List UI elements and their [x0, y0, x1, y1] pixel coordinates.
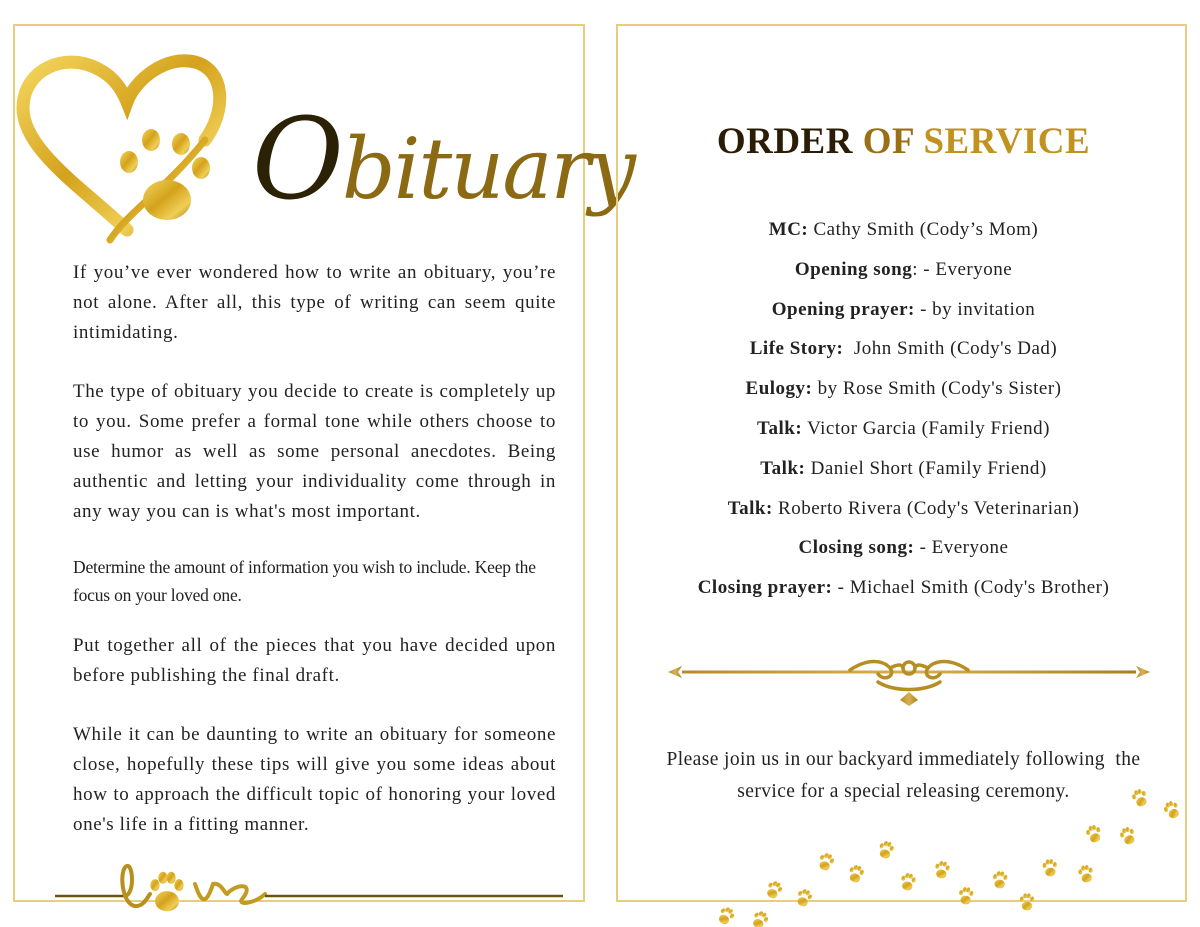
- service-label: Opening prayer:: [771, 298, 915, 320]
- obituary-title-rest: bituary: [341, 120, 635, 218]
- service-label: Talk:: [727, 497, 773, 519]
- service-label: Talk:: [760, 457, 806, 479]
- service-detail: : - Everyone: [912, 258, 1013, 280]
- title-word-of: OF: [862, 121, 914, 162]
- paragraph-draft: Put together all of the pieces that you have decided upon before publishing the final draft.: [73, 635, 556, 686]
- service-detail: Daniel Short (Family Friend): [805, 457, 1047, 479]
- obituary-panel: [13, 24, 635, 902]
- title-word-service: SERVICE: [923, 121, 1091, 162]
- title-word-order: ORDER: [716, 121, 853, 162]
- service-row-life-story: [618, 335, 1189, 375]
- invitation-line: Please join us in our backyard immediately following the: [666, 749, 1141, 770]
- service-detail: - by invitation: [914, 298, 1036, 320]
- service-label: Opening song: [794, 258, 913, 280]
- service-row-talk-daniel: [618, 455, 1189, 495]
- obituary-title: [252, 95, 635, 225]
- service-label: Talk:: [757, 417, 803, 439]
- service-row-opening-prayer: [618, 296, 1189, 336]
- service-row-closing-song: [618, 534, 1189, 574]
- service-detail: John Smith (Cody's Dad): [843, 338, 1058, 360]
- paragraph-intro: If you’ve ever wondered how to write an obituary, you’re not alone. After all, this type of writing can seem quite intimidating.: [73, 262, 556, 343]
- paragraph-closing: While it can be daunting to write an obituary for someone close, hopefully these tips will give you some ideas about how to approach the difficult topic of honoring your loved one's life in a fitting manner.: [73, 724, 556, 835]
- love-script-icon: [55, 854, 575, 924]
- service-label: Eulogy:: [745, 378, 813, 400]
- obituary-title-initial: O: [252, 95, 342, 225]
- heart-paw-icon: [15, 40, 230, 255]
- service-label: MC:: [768, 219, 809, 240]
- service-detail: Roberto Rivera (Cody's Veterinarian): [772, 497, 1080, 519]
- service-detail: Cathy Smith (Cody’s Mom): [808, 219, 1039, 240]
- gold-paw-prints-icon: [700, 770, 1200, 927]
- service-label: Closing prayer:: [697, 577, 833, 599]
- service-detail: - Michael Smith (Cody's Brother): [832, 577, 1110, 599]
- service-row-talk-victor: [618, 415, 1189, 455]
- paragraph-type: The type of obituary you decide to create is completely up to you. Some prefer a formal tone while others choose to use humor as well as some personal anecdotes. Being authentic and letting your individuality come through in any way you can is what's most important.: [73, 381, 556, 522]
- service-detail: by Rose Smith (Cody's Sister): [812, 378, 1062, 400]
- service-detail: Victor Garcia (Family Friend): [802, 417, 1050, 439]
- invitation-line: service for a special releasing ceremony.: [737, 781, 1070, 802]
- ornamental-divider-icon: [668, 650, 1150, 712]
- service-detail: - Everyone: [914, 537, 1009, 559]
- service-label: Closing song:: [798, 537, 915, 559]
- service-row-talk-roberto: [618, 495, 1189, 535]
- order-of-service-title: [618, 120, 1189, 163]
- service-row-eulogy: [618, 375, 1189, 415]
- service-row-opening-song: [618, 256, 1189, 296]
- service-list: [618, 216, 1189, 614]
- service-label: Life Story:: [749, 338, 844, 360]
- service-row-mc: [618, 216, 1189, 256]
- service-row-closing-prayer: [618, 574, 1189, 614]
- paragraph-information: Determine the amount of information you wish to include. Keep the focus on your loved one.: [73, 557, 536, 605]
